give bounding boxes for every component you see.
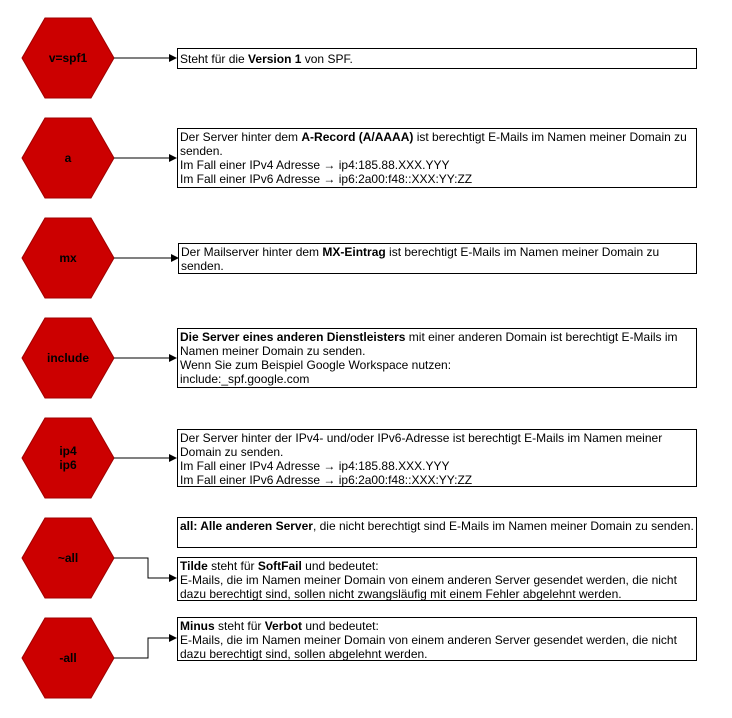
description-ip: Der Server hinter der IPv4- und/oder IPv6-Adresse ist berechtigt E-Mails im Namen meiner Domain zu senden. Im Fall einer IPv4 Adresse → ip4:185.88.XXX.YYY Im Fall einer IPv6 Adresse → ip6:2a00:f48::XXX:YY:ZZ	[177, 429, 697, 487]
hexagon-label-softfail: ~all	[57, 551, 79, 565]
hexagon-label-v-spf1: v=spf1	[48, 51, 88, 65]
hexagon-label-a: a	[64, 151, 72, 165]
description-mx: Der Mailserver hinter dem MX-Eintrag ist berechtigt E-Mails im Namen meiner Domain zu senden.	[178, 243, 697, 274]
hexagon-label-mx: mx	[59, 251, 77, 265]
connector-fail	[114, 638, 176, 658]
description-all: all: Alle anderen Server, die nicht berechtigt sind E-Mails im Namen meiner Domain zu senden.	[177, 517, 697, 548]
hexagon-label-ip6: ip6	[59, 458, 77, 472]
description-a: Der Server hinter dem A-Record (A/AAAA) ist berechtigt E-Mails im Namen meiner Domain zu senden. Im Fall einer IPv4 Adresse → ip4:185.88.XXX.YYY Im Fall einer IPv6 Adresse → ip6:2a00:f48::XXX:YY:ZZ	[177, 128, 697, 188]
hexagon-label-fail: -all	[59, 651, 77, 665]
description-include: Die Server eines anderen Dienstleisters mit einer anderen Domain ist berechtigt E-Mails im Namen meiner Domain zu senden. Wenn Sie zum Beispiel Google Workspace nutzen: include:_spf.google.com	[177, 328, 697, 388]
description-fail: Minus steht für Verbot und bedeutet: E-Mails, die im Namen meiner Domain von einem anderen Server gesendet werden, die nicht dazu berechtigt sind, sollen abgelehnt werden.	[177, 617, 697, 661]
hexagon-label-ip4: ip4	[59, 444, 77, 458]
hexagon-label-include: include	[46, 351, 90, 365]
description-v-spf1: Steht für die Version 1 von SPF.	[177, 48, 697, 69]
connector-softfail	[114, 558, 176, 578]
description-softfail: Tilde steht für SoftFail und bedeutet: E-Mails, die im Namen meiner Domain von einem anderen Server gesendet werden, die nicht dazu berechtigt sind, sollen nicht zwangsläufig mit einem Fehler abgelehnt werden.	[177, 557, 697, 601]
